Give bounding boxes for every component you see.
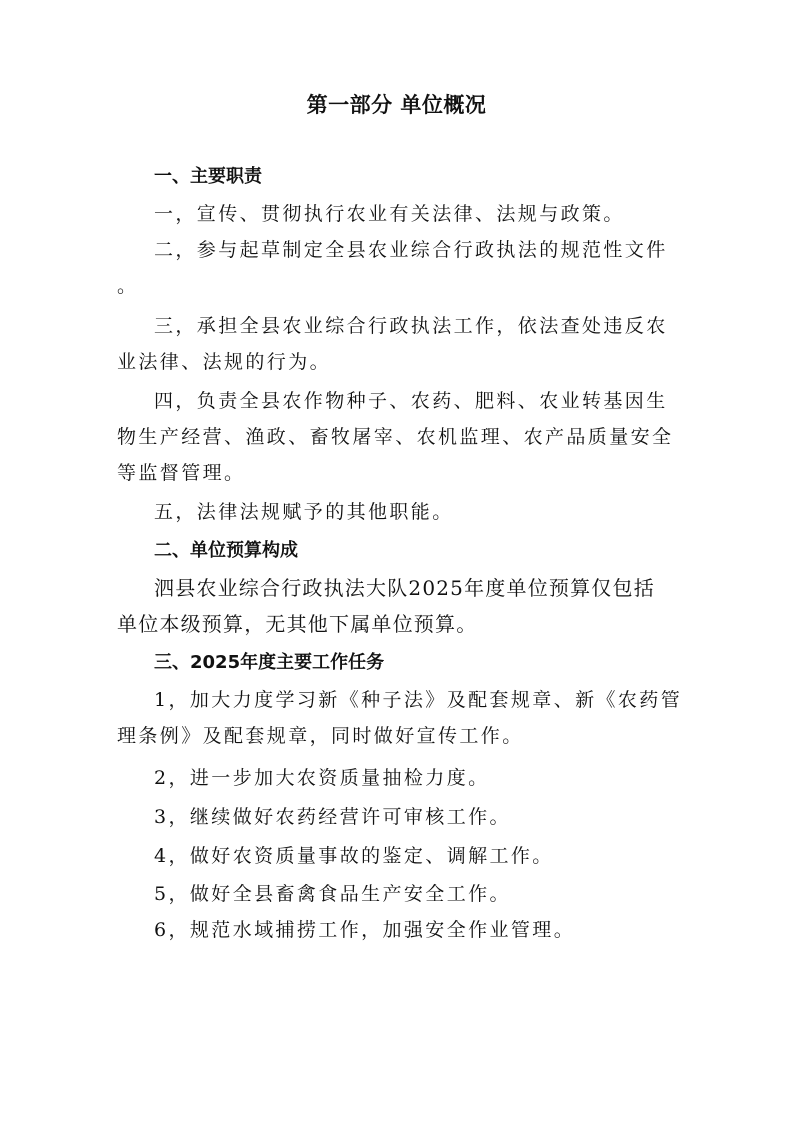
- paragraph-line: 5，做好全县畜禽食品生产安全工作。: [154, 883, 511, 905]
- duty-item-2: [117, 232, 687, 304]
- task-item-6: [117, 912, 687, 948]
- section-heading-duties: 一、主要职责: [154, 166, 262, 187]
- budget-structure-paragraph: [117, 570, 687, 642]
- paragraph-line: 。: [117, 275, 139, 297]
- paragraph-line: 四，负责全县农作物种子、农药、肥料、农业转基因生: [154, 390, 668, 412]
- paragraph-line: 理条例》及配套规章，同时做好宣传工作。: [117, 725, 524, 747]
- paragraph-line: 五，法律法规赋予的其他职能。: [154, 501, 454, 523]
- section-heading-main-tasks: 三、2025年度主要工作任务: [154, 652, 385, 673]
- section-heading-budget-structure: 二、单位预算构成: [154, 540, 298, 561]
- paragraph-line: 1，加大力度学习新《种子法》及配套规章、新《农药管: [154, 689, 683, 711]
- paragraph-line: 6，规范水域捕捞工作，加强安全作业管理。: [154, 919, 576, 941]
- duty-item-1: [117, 196, 687, 232]
- paragraph-line: 单位本级预算，无其他下属单位预算。: [117, 612, 478, 636]
- paragraph-line: 2，进一步加大农资质量抽检力度。: [154, 767, 490, 789]
- duty-item-5: [117, 494, 687, 530]
- task-item-3: [117, 799, 687, 835]
- task-item-5: [117, 876, 687, 912]
- paragraph-line: 业法律、法规的行为。: [117, 351, 332, 373]
- paragraph-line: 泗县农业综合行政执法大队2025年度单位预算仅包括: [154, 576, 655, 600]
- task-item-1: [117, 682, 687, 754]
- paragraph-line: 3，继续做好农药经营许可审核工作。: [154, 806, 511, 828]
- page-title: 第一部分 单位概况: [306, 93, 487, 117]
- paragraph-line: 一，宣传、贯彻执行农业有关法律、法规与政策。: [154, 203, 625, 225]
- paragraph-line: 三，承担全县农业综合行政执法工作，依法查处违反农: [154, 315, 668, 337]
- paragraph-line: 等监督管理。: [117, 462, 246, 484]
- task-item-2: [117, 760, 687, 796]
- task-item-4: [117, 838, 687, 874]
- paragraph-line: 4，做好农资质量事故的鉴定、调解工作。: [154, 845, 554, 867]
- duty-item-4: [117, 383, 687, 491]
- paragraph-line: 二，参与起草制定全县农业综合行政执法的规范性文件: [154, 239, 668, 261]
- duty-item-3: [117, 308, 687, 380]
- paragraph-line: 物生产经营、渔政、畜牧屠宰、农机监理、农产品质量安全: [117, 426, 674, 448]
